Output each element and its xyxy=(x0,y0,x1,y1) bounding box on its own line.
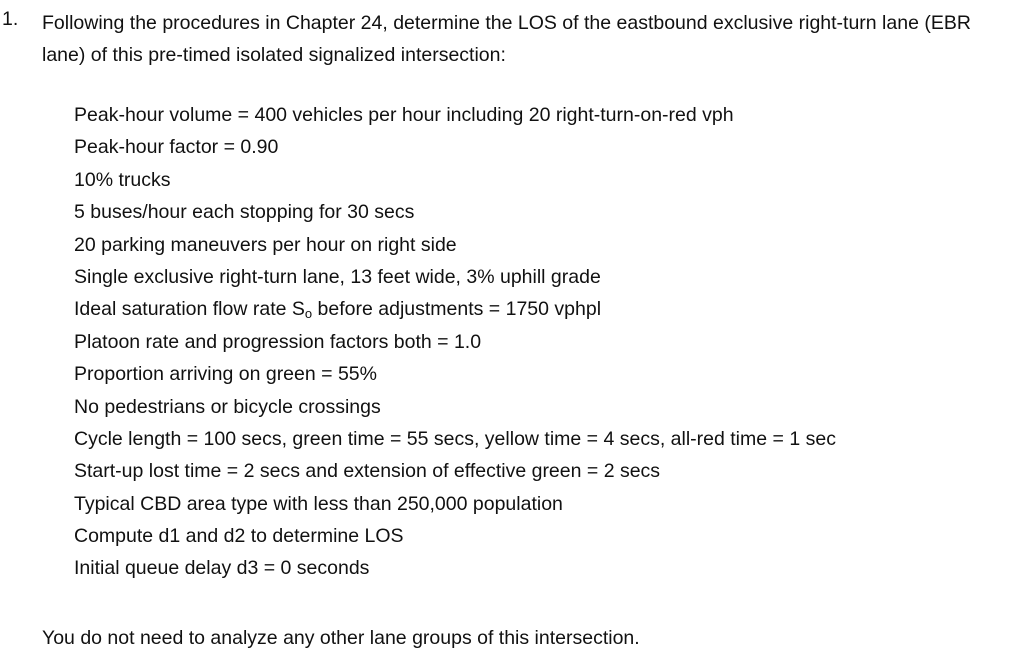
given-pedestrians: No pedestrians or bicycle crossings xyxy=(74,395,381,418)
given-area-type: Typical CBD area type with less than 250,000 population xyxy=(74,492,563,515)
given-initial-queue-delay: Initial queue delay d3 = 0 seconds xyxy=(74,557,370,580)
given-lane-geometry: Single exclusive right-turn lane, 13 feet wide, 3% uphill grade xyxy=(74,265,601,288)
saturation-flow-text-tail: before adjustments = 1750 vphpl xyxy=(312,298,602,321)
given-peak-hour-factor: Peak-hour factor = 0.90 xyxy=(74,136,279,159)
given-buses: 5 buses/hour each stopping for 30 secs xyxy=(74,201,415,224)
saturation-flow-text: Ideal saturation flow rate S xyxy=(74,298,305,321)
given-parking: 20 parking maneuvers per hour on right side xyxy=(74,233,457,256)
given-conditions-list xyxy=(74,99,836,585)
given-signal-timing: Cycle length = 100 secs, green time = 55 secs, yellow time = 4 secs, all-red time = 1 sec xyxy=(74,427,836,450)
given-lost-time: Start-up lost time = 2 secs and extension of effective green = 2 secs xyxy=(74,460,661,483)
question-intro: Following the procedures in Chapter 24, determine the LOS of the eastbound exclusive right-turn lane (EBR lane) of this pre-timed isolated signalized intersection: xyxy=(42,12,971,66)
given-platoon-progression: Platoon rate and progression factors both = 1.0 xyxy=(74,330,482,353)
given-peak-hour-volume: Peak-hour volume = 400 vehicles per hour including 20 right-turn-on-red vph xyxy=(74,104,734,126)
given-saturation-flow xyxy=(74,293,836,325)
given-trucks: 10% trucks xyxy=(74,168,171,191)
saturation-flow-subscript: o xyxy=(304,306,313,322)
given-arrival-on-green: Proportion arriving on green = 55% xyxy=(74,363,377,386)
question-footer: You do not need to analyze any other lane groups of this intersection. xyxy=(42,627,640,649)
question-number: 1. xyxy=(2,8,19,30)
given-compute-delays: Compute d1 and d2 to determine LOS xyxy=(74,525,404,548)
